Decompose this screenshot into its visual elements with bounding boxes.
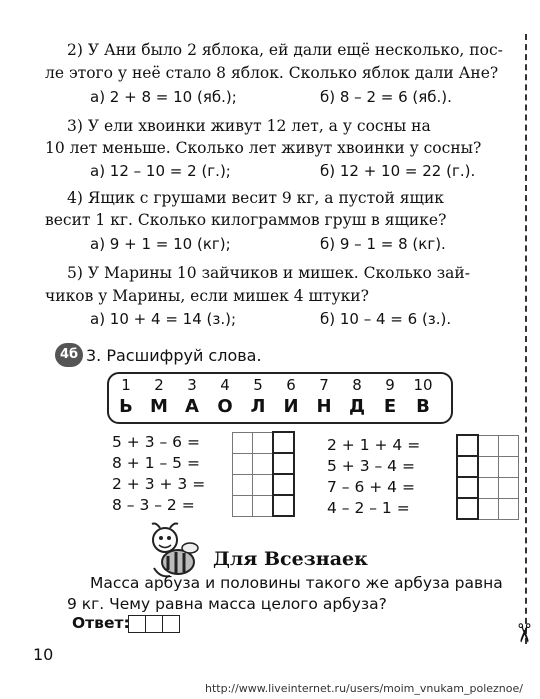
cipher-letter: Е [383, 396, 397, 417]
bonus-text: 9 кг. Чему равна масса целого арбуза? [67, 595, 387, 613]
answer-input[interactable] [128, 615, 180, 633]
problem-text: 3) У ели хвоинки живут 12 лет, а у сосны на [67, 117, 431, 135]
cipher-letter: Н [316, 396, 332, 417]
cipher-number: 4 [220, 376, 230, 394]
answer-label: Ответ: [72, 614, 130, 632]
bonus-text: Масса арбуза и половины такого же арбуза равна [90, 574, 503, 592]
cipher-letter: Ь [119, 396, 133, 417]
option-a[interactable]: а) 10 + 4 = 14 (з.); [90, 310, 237, 328]
cipher-letter: М [150, 396, 168, 417]
bee-mascot-icon [140, 522, 204, 582]
cut-line [525, 34, 527, 644]
expression: 8 + 1 – 5 = [112, 454, 200, 472]
expression: 5 + 3 – 4 = [327, 457, 415, 475]
cipher-letter: И [283, 396, 299, 417]
option-a[interactable]: а) 2 + 8 = 10 (яб.); [90, 88, 237, 106]
problem-text: чиков у Марины, если мишек 4 штуки? [45, 287, 369, 305]
cipher-number: 1 [121, 376, 131, 394]
task-badge: 4б [55, 343, 83, 367]
expression: 2 + 1 + 4 = [327, 436, 421, 454]
problem-text: ле этого у неё стало 8 яблок. Сколько яблок дали Ане? [45, 64, 499, 82]
problem-text: 2) У Ани было 2 яблока, ей дали ещё несколько, пос- [67, 41, 503, 59]
cipher-number: 6 [286, 376, 296, 394]
option-a[interactable]: а) 9 + 1 = 10 (кг); [90, 235, 231, 253]
problem-text: 10 лет меньше. Сколько лет живут хвоинки у сосны? [45, 139, 482, 157]
scissors-icon: ✂ [507, 622, 538, 644]
footer-url[interactable]: http://www.liveinternet.ru/users/moim_vnukam_poleznoe/ [205, 682, 523, 695]
expression: 4 – 2 – 1 = [327, 499, 410, 517]
option-b[interactable]: б) 8 – 2 = 6 (яб.). [320, 88, 452, 106]
cipher-number: 2 [154, 376, 164, 394]
cipher-number: 7 [319, 376, 329, 394]
problem-text: 4) Ящик с грушами весит 9 кг, а пустой ящик [67, 189, 444, 207]
page-number: 10 [33, 645, 54, 664]
cipher-letter: Д [348, 396, 366, 417]
cipher-number: 8 [352, 376, 362, 394]
problem-text: 5) У Марины 10 зайчиков и мишек. Сколько зай- [67, 264, 470, 282]
option-a[interactable]: а) 12 – 10 = 2 (г.); [90, 162, 231, 180]
expression: 5 + 3 – 6 = [112, 433, 200, 451]
task-title: 3. Расшифруй слова. [86, 346, 262, 365]
cipher-letter: О [217, 396, 233, 417]
expression: 7 – 6 + 4 = [327, 478, 415, 496]
answer-grid-left[interactable] [232, 431, 295, 517]
cipher-letter: А [185, 396, 199, 417]
expression: 8 – 3 – 2 = [112, 496, 195, 514]
cipher-number: 10 [413, 376, 433, 394]
cipher-number: 3 [187, 376, 197, 394]
option-b[interactable]: б) 10 – 4 = 6 (з.). [320, 310, 452, 328]
cipher-number: 9 [385, 376, 395, 394]
option-b[interactable]: б) 12 + 10 = 22 (г.). [320, 162, 476, 180]
cipher-letter: Л [250, 396, 266, 417]
option-b[interactable]: б) 9 – 1 = 8 (кг). [320, 235, 446, 253]
cipher-letter: В [416, 396, 430, 417]
expression: 2 + 3 + 3 = [112, 475, 206, 493]
problem-text: весит 1 кг. Сколько килограммов груш в ящике? [45, 211, 447, 229]
answer-grid-right[interactable] [456, 434, 519, 520]
section-title: Для Всезнаек [213, 548, 368, 570]
cipher-number: 5 [253, 376, 263, 394]
cipher-key [107, 372, 453, 424]
